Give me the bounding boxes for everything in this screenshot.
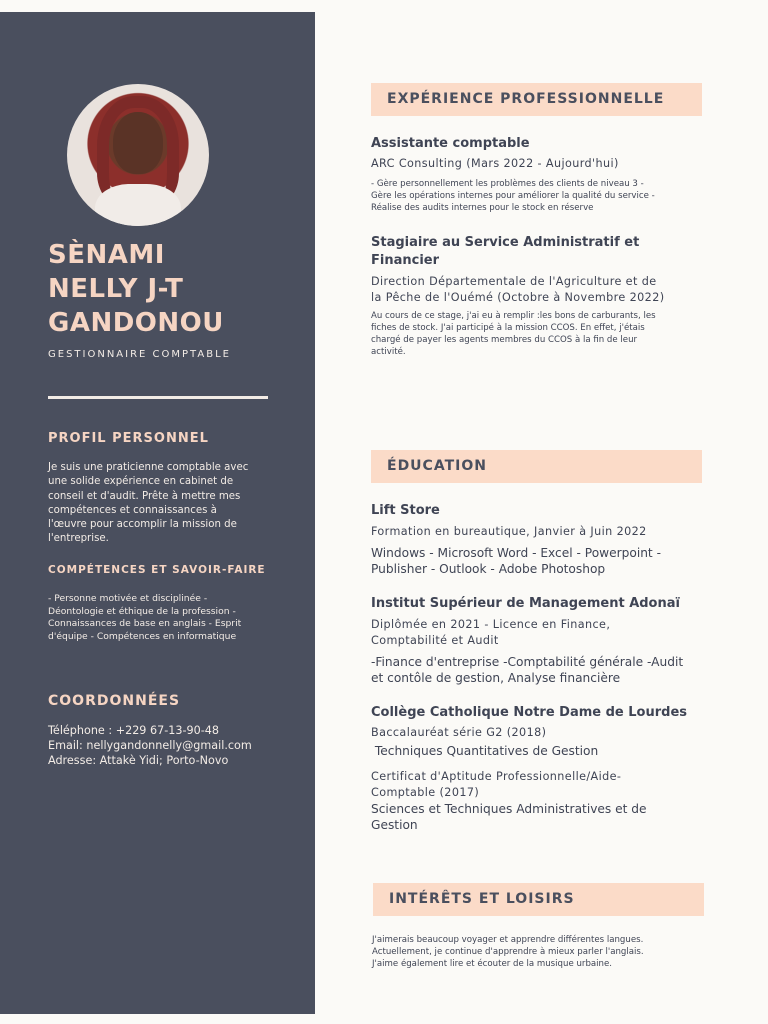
edu3-title: Collège Catholique Notre Dame de Lourdes: [371, 705, 687, 720]
text-line: Comptable (2017): [371, 786, 480, 799]
job2-company: [371, 274, 711, 306]
text-line: Je suis une praticienne comptable avec: [48, 462, 249, 473]
text-line: Certificat d'Aptitude Professionnelle/Aide-: [371, 770, 622, 783]
text-line: Au cours de ce stage, j'ai eu à remplir :les bons de carburants, les: [371, 311, 656, 321]
text-line: la Pêche de l'Ouémé (Octobre à Novembre 2022): [371, 291, 665, 304]
job1-title: Assistante comptable: [371, 136, 530, 151]
edu4-subtitle: [371, 769, 711, 801]
text-line: l'œuvre pour accomplir la mission de: [48, 519, 237, 531]
text-line: fiches de stock. J'ai participé à la mission CCOS. En effet, j'étais: [371, 323, 645, 333]
text-line: J'aime également lire et écouter de la musique urbaine.: [372, 959, 613, 969]
text-line: Publisher - Outlook - Adobe Photoshop: [371, 562, 606, 576]
job2-description: [371, 310, 701, 358]
edu3-description: Techniques Quantitatives de Gestion: [371, 744, 599, 758]
experience-heading: EXPÉRIENCE PROFESSIONNELLE: [371, 83, 702, 116]
interests-heading: INTÉRÊTS ET LOISIRS: [373, 883, 704, 916]
text-line: Windows - Microsoft Word - Excel - Powerpoint -: [371, 546, 661, 560]
text-line: Déontologie et éthique de la profession -: [48, 605, 236, 617]
text-line: Gère les opérations internes pour améliorer la qualité du service -: [371, 191, 655, 201]
text-line: l'entreprise.: [48, 533, 109, 545]
text-line: -Finance d'entreprise -Comptabilité générale -Audit: [371, 655, 684, 669]
edu4-description: [371, 801, 701, 833]
text-line: - Gère personnellement les problèmes des clients de niveau 3 -: [371, 179, 644, 189]
edu1-subtitle: Formation en bureautique, Janvier à Juin 2022: [371, 525, 647, 538]
text-line: Direction Départementale de l'Agriculture et de: [371, 275, 657, 288]
text-line: Connaissances de base en anglais - Esprit: [48, 618, 242, 629]
edu2-description: [371, 654, 701, 686]
person-name: [48, 238, 224, 340]
text-line: et contôle de gestion, Analyse financière: [371, 671, 621, 685]
skills-heading: COMPÉTENCES ET SAVOIR-FAIRE: [48, 564, 266, 576]
text-line: Diplômée en 2021 - Licence en Finance,: [371, 618, 611, 631]
interests-text: [372, 934, 702, 970]
text-line: Sciences et Techniques Administratives et de: [371, 802, 647, 816]
job2-title: [371, 234, 671, 270]
email-text: Email: nellygandonnelly@gmail.com: [48, 739, 252, 752]
text-line: compétences et connaissances à: [48, 504, 217, 516]
job-title: GESTIONNAIRE COMPTABLE: [48, 349, 231, 360]
address-text: Adresse: Attakè Yidi; Porto-Novo: [48, 754, 229, 767]
text-line: Stagiaire au Service Administratif et: [371, 235, 640, 250]
photo-face: [113, 112, 163, 174]
photo-shoulders: [95, 184, 181, 226]
contact-heading: COORDONNÉES: [48, 693, 181, 709]
edu3-subtitle: Baccalauréat série G2 (2018): [371, 726, 547, 739]
text-line: J'aimerais beaucoup voyager et apprendre différentes langues.: [372, 935, 644, 945]
text-line: Gestion: [371, 818, 418, 832]
text-line: Actuellement, je continue d'apprendre à mieux parler l'anglais.: [372, 947, 644, 957]
education-heading: ÉDUCATION: [371, 450, 702, 483]
text-line: une solide expérience en cabinet de: [48, 476, 234, 488]
profile-text: [48, 461, 272, 547]
text-line: conseil et d'audit. Prête à mettre mes: [48, 490, 241, 502]
phone-text: Téléphone : +229 67-13-90-48: [48, 724, 220, 737]
text-line: Comptabilité et Audit: [371, 634, 499, 647]
text-line: activité.: [371, 347, 406, 357]
text-line: d'équipe - Compétences en informatique: [48, 630, 237, 642]
skills-text: [48, 593, 272, 643]
name-line: NELLY J-T: [48, 274, 184, 304]
edu1-title: Lift Store: [371, 503, 440, 518]
contact-text: [48, 723, 298, 768]
edu1-description: [371, 545, 701, 577]
text-line: Réalise des audits internes pour le stock en réserve: [371, 203, 594, 213]
text-line: Financier: [371, 253, 440, 268]
name-line: GANDONOU: [48, 308, 224, 338]
profile-photo: [67, 84, 209, 226]
edu2-title: Institut Supérieur de Management Adonaï: [371, 596, 680, 611]
text-line: - Personne motivée et disciplinée -: [48, 593, 208, 604]
profile-heading: PROFIL PERSONNEL: [48, 431, 209, 446]
job1-description: [371, 178, 701, 214]
text-line: chargé de payer les agents membres du CCOS à la fin de leur: [371, 335, 638, 345]
edu2-subtitle: [371, 617, 711, 649]
divider: [48, 396, 268, 399]
job1-company: ARC Consulting (Mars 2022 - Aujourd'hui): [371, 157, 619, 170]
name-line: SÈNAMI: [48, 240, 165, 270]
